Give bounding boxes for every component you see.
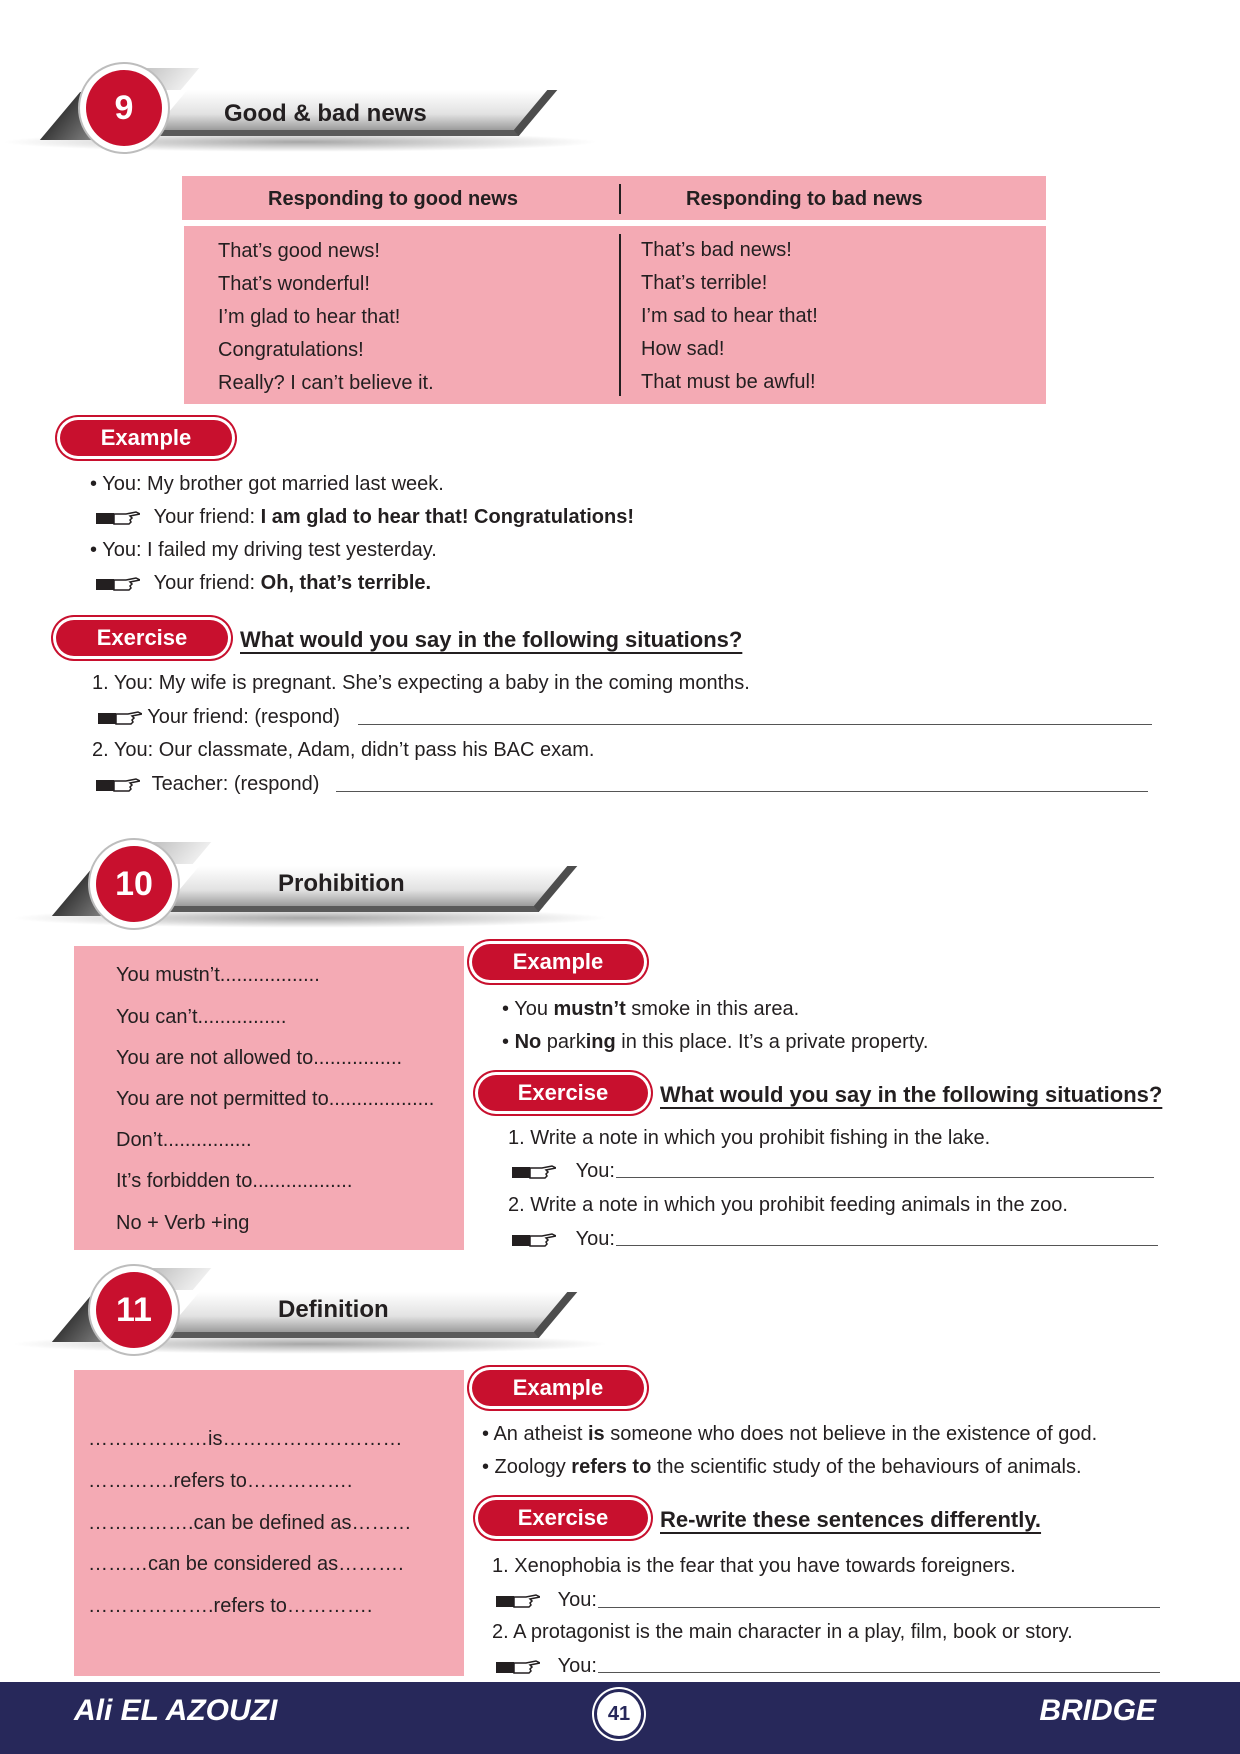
pointing-hand-icon	[496, 1593, 540, 1609]
example-line: Your friend: I am glad to hear that! Congratulations!	[96, 506, 634, 529]
example-line: • No parking in this place. It’s a private property.	[502, 1031, 929, 1053]
exercise-answer-row: You:	[512, 1160, 615, 1183]
good-news-header: Responding to good news	[268, 188, 518, 210]
exercise-answer-row: Your friend: (respond)	[98, 706, 340, 729]
pointing-hand-icon	[96, 777, 140, 793]
section-number: 10	[96, 846, 172, 922]
exercise-title: Re-write these sentences differently.	[660, 1507, 1042, 1532]
pointing-hand-icon	[512, 1164, 556, 1180]
answer-line[interactable]	[616, 1245, 1158, 1246]
phrase-item: You mustn’t..................	[116, 964, 320, 986]
bad-news-item: That’s bad news!	[641, 239, 792, 261]
phrase-item: …………….can be defined as………	[88, 1512, 412, 1534]
phrase-item: You are not permitted to...................	[116, 1088, 435, 1110]
exercise-question: 2. You: Our classmate, Adam, didn’t pass his BAC exam.	[92, 739, 595, 761]
section-10-header	[10, 836, 630, 936]
phrase-item: ………….refers to…………….	[88, 1470, 353, 1492]
example-line: • You: I failed my driving test yesterday.	[90, 539, 437, 561]
phrase-item: You are not allowed to................	[116, 1047, 403, 1069]
section-title: Definition	[278, 1296, 389, 1323]
exercise-answer-row: Teacher: (respond)	[96, 773, 319, 796]
section-11-header	[10, 1262, 630, 1362]
exercise-answer-row: You:	[512, 1228, 615, 1251]
good-news-item: Congratulations!	[218, 339, 364, 361]
answer-line[interactable]	[336, 791, 1148, 792]
exercise-question: 2. Write a note in which you prohibit feeding animals in the zoo.	[508, 1194, 1068, 1216]
example-line: • You: My brother got married last week.	[90, 473, 444, 495]
section-9-header	[0, 60, 620, 160]
section-number: 11	[96, 1272, 172, 1348]
news-table-header	[182, 176, 1046, 220]
example-line: • An atheist is someone who does not believe in the existence of god.	[482, 1423, 1098, 1445]
exercise-title: What would you say in the following situations?	[660, 1082, 1163, 1107]
answer-line[interactable]	[358, 724, 1152, 725]
good-news-item: That’s good news!	[218, 240, 380, 262]
answer-line[interactable]	[598, 1672, 1160, 1673]
pointing-hand-icon	[496, 1659, 540, 1675]
page-number: 41	[597, 1692, 641, 1736]
exercise-answer-row: You:	[496, 1655, 597, 1678]
example-line: • You mustn’t smoke in this area.	[502, 998, 800, 1020]
exercise-label: Exercise	[478, 1075, 648, 1111]
exercise-label: Exercise	[56, 620, 228, 656]
example-label: Example	[60, 420, 232, 456]
good-news-item: I’m glad to hear that!	[218, 306, 401, 328]
exercise-label: Exercise	[478, 1500, 648, 1536]
bad-news-item: I’m sad to hear that!	[641, 305, 818, 327]
phrase-item: ………can be considered as……….	[88, 1553, 404, 1575]
pointing-hand-icon	[98, 710, 142, 726]
phrase-item: ………………is………………………	[88, 1428, 403, 1450]
prohibition-phrases-box	[74, 946, 464, 1250]
phrase-item: No + Verb +ing	[116, 1212, 250, 1234]
bad-news-item: How sad!	[641, 338, 725, 360]
example-line: Your friend: Oh, that’s terrible.	[96, 572, 431, 595]
exercise-question: 1. You: My wife is pregnant. She’s expecting a baby in the coming months.	[92, 672, 750, 694]
section-number: 9	[86, 70, 162, 146]
phrase-item: You can’t................	[116, 1006, 287, 1028]
bad-news-item: That must be awful!	[641, 371, 816, 393]
exercise-question: 2. A protagonist is the main character in a play, film, book or story.	[492, 1621, 1073, 1643]
exercise-answer-row: You:	[496, 1589, 597, 1612]
phrase-item: Don’t................	[116, 1129, 252, 1151]
section-title: Good & bad news	[224, 100, 427, 127]
exercise-question: 1. Xenophobia is the fear that you have towards foreigners.	[492, 1555, 1016, 1577]
pointing-hand-icon	[96, 510, 140, 526]
good-news-item: That’s wonderful!	[218, 273, 370, 295]
phrase-item: It’s forbidden to..................	[116, 1170, 353, 1192]
pointing-hand-icon	[96, 576, 140, 592]
exercise-title: What would you say in the following situations?	[240, 627, 743, 652]
answer-line[interactable]	[616, 1177, 1154, 1178]
bad-news-header: Responding to bad news	[686, 188, 923, 210]
author-name: Ali EL AZOUZI	[74, 1694, 278, 1727]
bad-news-item: That’s terrible!	[641, 272, 768, 294]
pointing-hand-icon	[512, 1232, 556, 1248]
answer-line[interactable]	[598, 1607, 1160, 1608]
phrase-item: ……………….refers to………….	[88, 1595, 373, 1617]
page-footer	[0, 1682, 1240, 1754]
exercise-question: 1. Write a note in which you prohibit fishing in the lake.	[508, 1127, 991, 1149]
good-news-item: Really? I can’t believe it.	[218, 372, 434, 394]
example-line: • Zoology refers to the scientific study of the behaviours of animals.	[482, 1456, 1082, 1478]
book-title: BRIDGE	[1039, 1694, 1156, 1727]
example-label: Example	[472, 944, 644, 980]
section-title: Prohibition	[278, 870, 405, 897]
definition-phrases-box	[74, 1370, 464, 1676]
news-table-body	[184, 226, 1046, 404]
example-label: Example	[472, 1370, 644, 1406]
